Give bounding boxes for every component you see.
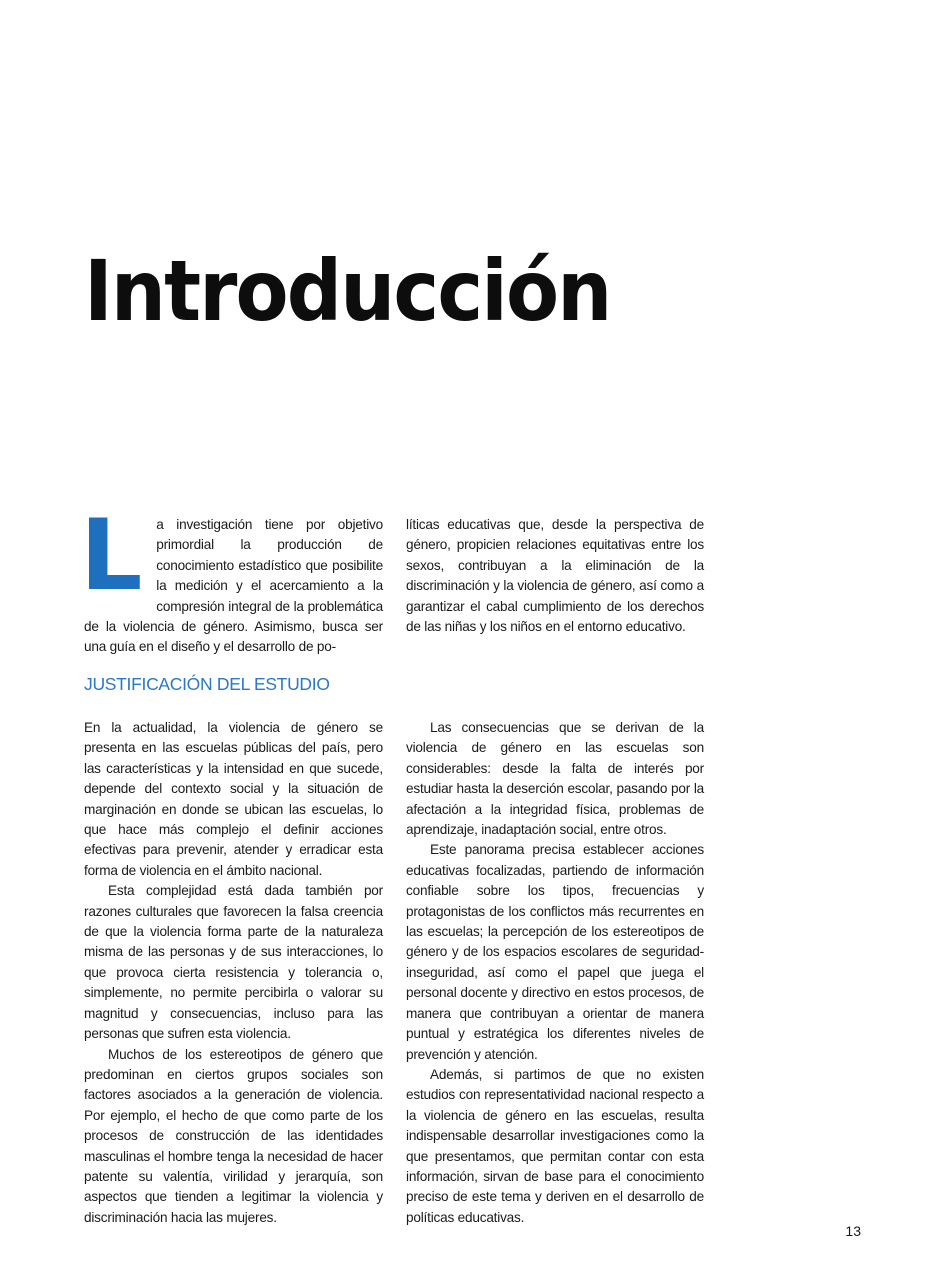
body-paragraph: Esta complejidad está dada también por razones culturales que favorecen la falsa creencia de que la violencia forma parte de la naturaleza misma de las personas y de sus interacciones, lo que provoca cierta resistencia y tolerancia o, simplemente, no permite percibirla o valorar su magnitud y consecuencias, incluso para las personas que sufren esta violencia. (84, 883, 383, 1042)
body-column-left (84, 718, 383, 1228)
intro-column-left (80, 499, 383, 658)
body-paragraph: En la actualidad, la violencia de género se presenta en las escuelas públicas del país, pero las características y la intensidad en que sucede, depende del contexto social y la situación de marginación en donde se ubican las escuelas, lo que hace más complejo el definir acciones efectivas para prevenir, atender y erradicar esta forma de violencia en el ámbito nacional. (84, 720, 383, 878)
section-heading: JUSTIFICACIÓN DEL ESTUDIO (84, 674, 330, 694)
body-paragraph: Este panorama precisa establecer acciones educativas focalizadas, partiendo de información confiable sobre los tipos, frecuencias y protagonistas de los conflictos más recurrentes en las escuelas; la percepción de los estereotipos de género y de los espacios escolares de seguridad-inseguridad, así como el papel que juega el personal docente y directivo en estos procesos, de manera que contribuyan a orientar de manera puntual y estratégica los diferentes niveles de prevención y atención. (406, 842, 704, 1062)
body-paragraph: Muchos de los estereotipos de género que predominan en ciertos grupos sociales son factores asociados a la generación de violencia. Por ejemplo, el hecho de que como parte de los procesos de construcción de las identidades masculinas el hombre tenga la necesidad de hacer patente su valentía, virilidad y jerarquía, son aspectos que tienden a legitimar la violencia y discriminación hacia las mujeres. (84, 1046, 383, 1225)
page-number: 13 (845, 1223, 861, 1239)
intro-paragraph-left: a investigación tiene por objetivo primordial la producción de conocimiento estadístico que posibilite la medición y el acercamiento a la compresión integral de la problemática de la violencia de género. Asimismo, busca ser una guía en el diseño y el desarrollo de po- (84, 517, 383, 655)
body-paragraph: Además, si partimos de que no existen estudios con representatividad nacional respecto a la violencia de género en las escuelas, resulta indispensable desarrollar investigaciones como la que presentamos, que permitan contar con esta información, sirvan de base para el conocimiento preciso de este tema y deriven en el desarrollo de políticas educativas. (406, 1066, 704, 1225)
intro-paragraph-right: líticas educativas que, desde la perspectiva de género, propicien relaciones equitativas entre los sexos, contribuyan a la eliminación de la discriminación y la violencia de género, así como a garantizar el cabal cumplimiento de los derechos de las niñas y los niños en el entorno educativo. (406, 517, 704, 635)
drop-cap: L (80, 499, 143, 613)
body-paragraph: Las consecuencias que se derivan de la violencia de género en las escuelas son considerables: desde la falta de interés por estudiar hasta la deserción escolar, pasando por la afectación a la integridad física, problemas de aprendizaje, inadaptación social, entre otros. (406, 720, 704, 838)
body-column-right (406, 718, 704, 1228)
page-title: Introducción (84, 242, 611, 340)
intro-column-right (406, 515, 704, 637)
